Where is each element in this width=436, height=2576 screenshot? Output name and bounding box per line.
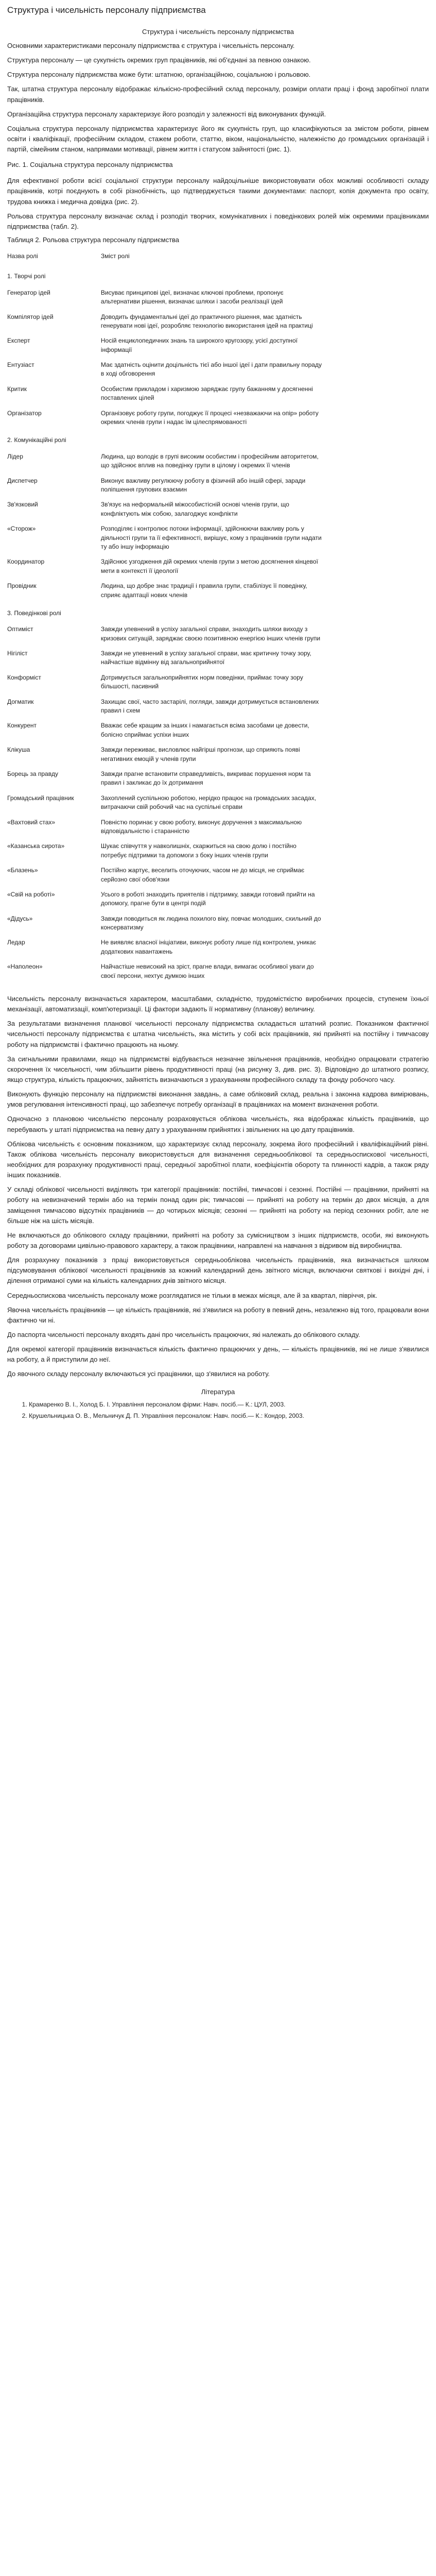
reference-item: 2. Крушельницька О. В., Мельничук Д. П. Управління персоналом: Навч. посіб.— К.: Кондор, 2003.: [29, 1411, 429, 1420]
table-header-row: [7, 250, 326, 267]
table-row: [7, 960, 326, 985]
paragraph: До паспорта чисельності персоналу входять дані про чисельність працюючих, які належать до облікового складу.: [7, 1330, 360, 1338]
role-name-cell: Ледар: [7, 939, 25, 946]
paragraph: Рольова структура персоналу визначає склад і розподіл творчих, комунікативних і поведінкових ролей між окремими працівниками підприємства (табл. 2).: [7, 212, 429, 230]
table-row: [7, 580, 326, 604]
figure-caption: Рис. 1. Соціальна структура персоналу підприємства: [7, 161, 173, 169]
role-name-cell: Клікуша: [7, 746, 30, 754]
role-name-cell: Конкурент: [7, 722, 37, 730]
role-name-cell: Громадський працівник: [7, 794, 74, 802]
paragraph: Одночасно з плановою чисельністю персоналу розраховується облікова чисельність, яка відображає кількість працівників, що перебувають у штаті підприємства на певну дату з урахуванням прийнятих і звільнених на цю дату працівників.: [7, 1115, 429, 1133]
paragraph: Середньоспискова чисельність персоналу може розглядатися не тільки в межах місяця, але й за квартал, півріччя, рік.: [7, 1291, 377, 1299]
section-2: [7, 994, 429, 1380]
paragraph: За сигнальними правилами, якщо на підприємстві відбувається незначне звільнення працівників, необхідно опрацювати стратегію скорочення їх чисельності, чим збільшити рівень продуктивності праці (на рисунку 3, див. рис. 3). Відповідно до штатного розпису, якщо структура, кількість працюючих, зайнятість визначаються з урахуванням професійного складу та фонду робочого часу.: [7, 1055, 429, 1083]
role-description-cell: Завжди переживає, висловлює найгірші прогнози, що сприяють появі негативних емоцій у членів групи: [100, 746, 300, 762]
role-description-cell: Висуває принципові ідеї, визначає ключові проблеми, пропонує альтернативи рішення, визначає шляхи і засоби реалізації ідей: [100, 289, 284, 306]
table-group-row: [7, 604, 326, 623]
role-name-cell: «Сторож»: [7, 525, 36, 533]
role-description-cell: Зв'язує на неформальній міжособистісній основі членів групи, що конфліктують між собою, залагоджує конфлікти: [100, 501, 289, 517]
paragraph: Для розрахунку показників з праці використовується середньооблікова чисельність працівників, яка визначається шляхом підсумовування облікової чисельності працівників за кожний календарний день звітного місяця, включаючи святкові і вихідні дні, і ділення отриманої суми на кількість календарних днів звітного місяця.: [7, 1256, 429, 1285]
role-description-cell: Завжди прагне встановити справедливість, викриває порушення норм та правил і закликає до їх дотримання: [100, 770, 311, 787]
role-description-cell: Завжди упевнений в успіху загальної справи, знаходить шляхи виходу з кризових ситуацій, заряджає своєю позитивною енергією інших членів групи: [100, 625, 321, 642]
table-header-cell: Назва ролі: [7, 252, 38, 260]
role-description-cell: Людина, що володіє в групі високим особистим і професійним авторитетом, що здійснює вплив на поведінку групи в цілому і окремих її членів: [100, 452, 319, 469]
role-description-cell: Доводить фундаментальні ідеї до практичного рішення, має здатність генерувати нові ідеї, розробляє технологію використання ідей на практиці: [100, 313, 313, 329]
page-title: Структура і чисельність персоналу підприємства: [7, 5, 206, 15]
role-description-cell: Дотримується загальноприйнятих норм поведінки, приймає точку зору більшості, пасивний: [100, 673, 303, 690]
role-description-cell: Має здатність оцінити доцільність тієї або іншої ідеї і дати правильну пораду в ході обговорення: [100, 361, 322, 378]
role-name-cell: «Блазень»: [7, 867, 38, 874]
role-name-cell: Нігіліст: [7, 650, 28, 657]
role-name-cell: «Свій на роботі»: [7, 890, 55, 898]
roles-table: [7, 250, 326, 985]
role-name-cell: Ентузіаст: [7, 361, 34, 369]
role-name-cell: Координатор: [7, 558, 45, 566]
role-description-cell: Вважає себе кращим за інших і намагається всіма засобами це довести, болісно сприймає успіхи інших: [100, 722, 309, 738]
role-name-cell: Експерт: [7, 337, 30, 345]
paragraph: У складі облікової чисельності виділяють три категорії працівників: постійні, тимчасові і сезонні. Постійні — працівники, прийняті на роботу на невизначений термін або на термін понад один рік; тимчасові — прийняті на роботу на термін до двох місяців, а для заміщення тимчасово відсутніх працівників — до чотирьох місяців; сезонні — прийняті на роботу на період сезонних робіт, але не більше ніж на шість місяців.: [7, 1185, 429, 1225]
table-row: [7, 888, 326, 912]
table-row: [7, 334, 326, 359]
role-name-cell: Провідник: [7, 582, 37, 590]
role-name-cell: Компілятор ідей: [7, 313, 54, 320]
table-row: [7, 623, 326, 647]
role-description-cell: Носій енциклопедичних знань та широкого кругозору, усієї доступної інформації: [100, 337, 298, 353]
role-description-cell: Завжди не упевнений в успіху загальної справи, має критичну точку зору, найчастіше відмінну від загальноприйнятої: [100, 650, 311, 666]
role-description-cell: Особистим прикладом і харизмою заряджає групу бажанням у досягненні поставлених цілей: [100, 385, 313, 402]
table-row: [7, 816, 326, 840]
role-description-cell: Найчастіше невисокий на зріст, прагне влади, вимагає особливої уваги до своєї персони, нехтує думкою інших: [100, 963, 314, 979]
reference-item: 1. Крамаренко В. І., Холод Б. І. Управління персоналом фірми: Навч. посіб.— К.: ЦУЛ, 2003.: [29, 1400, 429, 1409]
paragraph: Не включаються до облікового складу працівники, прийняті на роботу за сумісництвом з інших підприємств, особи, які виконують роботу за договорами цивільно-правового характеру, а також працівники, направлені на навчання з відривом від виробництва.: [7, 1231, 429, 1249]
table-row: [7, 647, 326, 671]
paragraph: Облікова чисельність є основним показником, що характеризує склад персоналу, зокрема його професійний і кваліфікаційний рівні. Також облікова чисельність персоналу використовується для визначення середньооблікової та середньоспискової чисельності, необхідних для розрахунку продуктивності праці, середньої заробітної плати, коефіцієнтів обороту та плинності кадрів, а також ряду інших показників.: [7, 1140, 429, 1179]
role-name-cell: «Наполеон»: [7, 963, 43, 971]
paragraph: Структура персоналу — це сукупність окремих груп працівників, які об'єднані за певною ознакою.: [7, 56, 311, 64]
paragraph: Структура персоналу підприємства може бути: штатною, організаційною, соціальною і рольовою.: [7, 71, 311, 79]
paragraph: Соціальна структура персоналу підприємства характеризує його як сукупність груп, що класифікуються за змістом роботи, рівнем освіти і кваліфікації, професійним складом, стажем роботи, статтю, віком, національністю, належністю до громадських організацій і партій, сімейним станом, напрямами мотивації, рівнем життя і статусом зайнятості (рис. 1).: [7, 124, 429, 154]
table-row: [7, 555, 326, 580]
role-name-cell: Диспетчер: [7, 477, 38, 484]
paragraph: Основними характеристиками персоналу підприємства є структура і чисельність персоналу.: [7, 42, 295, 49]
table-row: [7, 498, 326, 522]
role-name-cell: Конформіст: [7, 673, 41, 681]
role-description-cell: Захоплений суспільною роботою, нерідко працює на громадських засадах, витрачаючи свій робочий час на суспільні справи: [100, 794, 317, 811]
paragraph: Чисельність персоналу визначається характером, масштабами, складністю, трудомісткістю виробничих процесів, ступенем їхньої механізації, автоматизації, комп'ютеризації. Ці фактори задають її нормативну (планову) величину.: [7, 995, 429, 1013]
role-name-cell: Оптиміст: [7, 625, 33, 633]
table-group-title: 1. Творчі ролі: [7, 273, 46, 280]
role-description-cell: Організовує роботу групи, погоджує її процесі «незважаючи на опір» роботу окремих членів групи і надає їм цілеспрямованості: [100, 409, 319, 426]
role-description-cell: Захищає свої, часто застарілі, погляди, завжди дотримується встановлених правил і схем: [100, 698, 319, 715]
references-heading: Література: [201, 1387, 235, 1396]
role-name-cell: «Дідусь»: [7, 914, 33, 922]
section-heading: Структура і чисельність персоналу підприємства: [142, 28, 294, 36]
paragraph: До явочного складу персоналу включаються усі працівники, що з'явилися на роботу.: [7, 1370, 270, 1378]
table-row: [7, 359, 326, 383]
role-description-cell: Шукає співчуття у навколишніх, скаржиться на свою долю і постійно потребує підтримки та допомоги з боку інших членів групи: [100, 842, 297, 859]
paragraph: Так, штатна структура персоналу відображає кількісно-професійний склад персоналу, розміри оплати праці і фонд заробітної плати працівників.: [7, 85, 429, 104]
table-header-cell: Зміст ролі: [100, 252, 130, 260]
role-description-cell: Завжди поводиться як людина похилого віку, повчає молодших, схильний до консерватизму: [100, 914, 321, 931]
paragraph: Виконують функцію персоналу на підприємстві виконання завдань, а саме обліковий склад, реальна і законна кадрова вимірювань, умов регулювання інтенсивності праці, що забезпечує потребу організації в працівниках на момент визначення роботи.: [7, 1090, 429, 1109]
table-row: [7, 696, 326, 720]
table-row: [7, 719, 326, 743]
role-description-cell: Людина, що добре знає традиції і правила групи, стабілізує її поведінку, сприяє адаптації нових членів: [100, 582, 307, 599]
paragraph: Явочна чисельність працівників — це кількість працівників, які з'явилися на роботу в певний день, незалежно від того, працювали вони фактично чи ні.: [7, 1306, 429, 1324]
role-description-cell: Розподіляє і контролює потоки інформації, здійснюючи важливу роль у діяльності групи та її ефективності, вирішує, кому з працівників групи надати ту або іншу інформацію: [100, 525, 322, 550]
table-row: [7, 522, 326, 555]
role-name-cell: Організатор: [7, 409, 42, 417]
role-name-cell: «Вахтовий стах»: [7, 818, 56, 826]
table-row: [7, 936, 326, 960]
role-name-cell: Критик: [7, 385, 27, 393]
role-name-cell: «Казанська сирота»: [7, 842, 65, 850]
table-row: [7, 311, 326, 335]
role-description-cell: Повністю поринає у свою роботу, виконує доручення з максимальною відповідальністю і старанністю: [100, 818, 302, 835]
table-group-title: 3. Поведінкові ролі: [7, 609, 61, 617]
table-row: [7, 912, 326, 937]
table-group-row: [7, 267, 326, 286]
role-description-cell: Не виявляє власної ініціативи, виконує роботу лише під контролем, уникає додаткових навантажень: [100, 939, 316, 955]
role-description-cell: Усього в роботі знаходить приятелів і підтримку, завжди готовий прийти на допомогу, прагне бути в центрі подій: [100, 890, 315, 907]
table-row: [7, 383, 326, 407]
paragraph: Для ефективної роботи всієї соціальної структури персоналу найдоцільніше використовувати обох можливі особливості складу працівників, котрі поєднують в собі різнобічність, що підтверджується такими документами: паспорт, копія документа про освіту, трудова книжка і медична довідка (рис. 2).: [7, 177, 429, 206]
table-group-title: 2. Комунікаційні ролі: [7, 436, 66, 444]
paragraph: Для окремої категорії працівників визначається кількість фактично працюючих у день, — кількість працівників, які не лише з'явилися на роботу, а й приступили до неї.: [7, 1345, 429, 1364]
role-name-cell: Зв'язковий: [7, 501, 38, 509]
table-group-row: [7, 431, 326, 450]
references-list: [7, 1400, 429, 1420]
roles-table-body: [7, 250, 326, 985]
table-row: [7, 864, 326, 888]
role-description-cell: Виконує важливу регулюючу роботу в фізичній або іншій сфері, заради поліпшення групових взаємин: [100, 477, 306, 493]
table-row: [7, 671, 326, 696]
table-row: [7, 450, 326, 474]
role-name-cell: Лідер: [7, 452, 23, 460]
table-caption: Таблиця 2. Рольова структура персоналу підприємства: [7, 235, 180, 244]
table-row: [7, 768, 326, 792]
role-description-cell: Здійснює узгодження дій окремих членів групи з метою досягнення кінцевої мети в контексті її ідеології: [100, 558, 318, 574]
table-row: [7, 286, 326, 311]
table-row: [7, 840, 326, 864]
table-row: [7, 743, 326, 768]
table-row: [7, 474, 326, 499]
paragraph: За результатами визначення планової чисельності персоналу підприємства складається штатний розпис. Показником фактичної чисельності персоналу підприємства є штатна чисельність, яка містить у собі всіх працівників, які прийняті на постійну і тимчасову роботу на підприємстві і фактично працюють на ньому.: [7, 1020, 429, 1048]
role-description-cell: Постійно жартує, веселить оточуючих, часом не до місця, не сприймає серйозно свої обов'язки: [100, 867, 305, 883]
role-name-cell: Догматик: [7, 698, 34, 705]
table-row: [7, 792, 326, 816]
table-row: [7, 407, 326, 431]
role-name-cell: Генератор ідей: [7, 289, 50, 296]
role-name-cell: Борець за правду: [7, 770, 58, 777]
paragraph: Організаційна структура персоналу характеризує його розподіл у залежності від виконуваних функцій.: [7, 110, 326, 118]
